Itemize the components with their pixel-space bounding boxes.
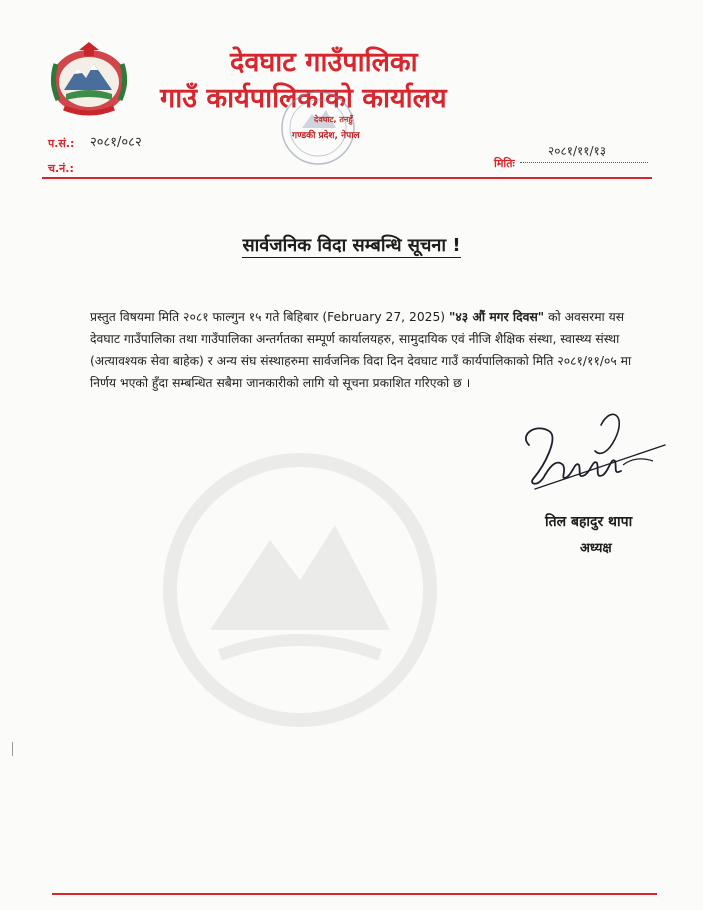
ref-ps-label: प.सं.: xyxy=(48,137,75,150)
date-label: मितिः xyxy=(494,157,515,170)
office-title-line1: देवघाट गाउँपालिका xyxy=(230,47,418,78)
nepal-emblem-icon xyxy=(44,38,134,118)
header-divider xyxy=(42,177,652,179)
date-dotted-line xyxy=(520,162,648,163)
notice-body-part2: को अवसरमा यस देवघाट गाउँपालिका तथा गाउँपालिका अन्तर्गतका सम्पूर्ण कार्यालयहरु, सामुदायिक एवं नीजि शैक्षिक संस्था, स्वास्थ्य संस्था (अत्यावश्यक सेवा बाहेक) र अन्य संघ संस्थाहरुमा सार्वजनिक विदा दिन देवघाट गाउँ कार्यपालिकाको मिति २०८१/११/०५ मा निर्णय भएको हुँदा सम्बन्धित सबैमा जानकारीको लागि यो सूचना प्रकाशित गरिएको छ । xyxy=(90,310,632,390)
ref-ps-value: २०८१/०८२ xyxy=(90,135,142,150)
handwritten-signature xyxy=(515,405,675,500)
margin-mark xyxy=(12,742,13,756)
office-title-line2: गाउँ कार्यपालिकाको कार्यालय xyxy=(160,83,447,114)
watermark-emblem-icon xyxy=(150,440,450,740)
footer-divider xyxy=(52,893,657,895)
notice-body-bold: "४३ औं मगर दिवस" xyxy=(449,310,545,324)
office-stamp-icon xyxy=(270,88,385,178)
notice-heading xyxy=(0,233,703,257)
notice-heading-text: सार्वजनिक विदा सम्बन्धि सूचना ! xyxy=(242,235,461,256)
stamp-line2: गण्डकी प्रदेश, नेपाल xyxy=(292,131,360,141)
ref-cn-label: च.नं.: xyxy=(48,162,74,175)
notice-body-part1: प्रस्तुत विषयमा मिति २०८१ फाल्गुन १५ गते बिहिबार (February 27, 2025) xyxy=(90,310,449,324)
signatory-name: तिल बहादुर थापा xyxy=(545,514,633,530)
signatory-title: अध्यक्ष xyxy=(580,541,612,556)
notice-body xyxy=(90,306,638,394)
date-value: २०८१/११/१३ xyxy=(548,144,607,158)
stamp-line1: देवघाट, तनहुँ xyxy=(314,115,353,124)
